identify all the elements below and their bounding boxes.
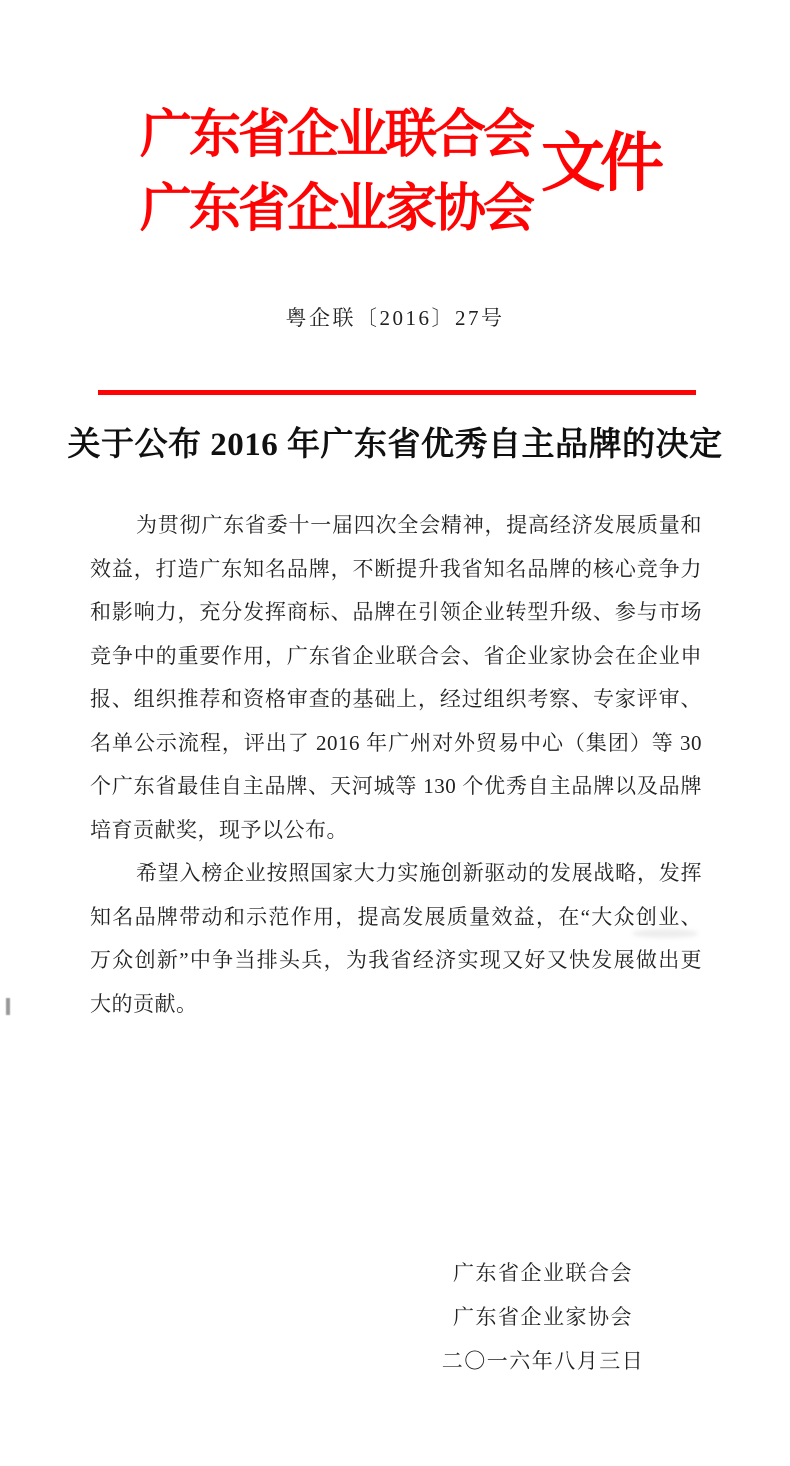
body-text-line: 万众创新”中争当排头兵，为我省经济实现又好又快发展做出更	[90, 948, 702, 972]
letterhead-org-line1: 广东省企业联合会	[140, 107, 533, 164]
body-text-line: 名单公示流程，评出了 2016 年广州对外贸易中心（集团）等 30	[90, 730, 702, 755]
body-text-line: 报、组织推荐和资格审查的基础上，经过组织考察、专家评审、	[90, 687, 702, 711]
body-text-line: 个广东省最佳自主品牌、天河城等 130 个优秀自主品牌以及品牌	[90, 774, 702, 798]
letterhead	[140, 99, 532, 247]
body-text-line: 培育贡献奖，现予以公布。	[90, 817, 348, 842]
body-paragraph-1	[90, 504, 702, 852]
body-text-line: 为贯彻广东省委十一届四次全会精神，提高经济发展质量和	[136, 513, 702, 537]
body-paragraph-2	[90, 852, 702, 1026]
document-number: 粤企联〔2016〕27号	[285, 306, 505, 330]
body-text-line: 希望入榜企业按照国家大力实施创新驱动的发展战略，发挥	[136, 861, 702, 885]
signature-block	[430, 1251, 656, 1383]
body-text-line: 效益，打造广东知名品牌，不断提升我省知名品牌的核心竞争力	[90, 556, 702, 581]
document-body	[90, 504, 702, 1026]
scan-artifact-edge-mark	[6, 998, 10, 1015]
signature-date: 二〇一六年八月三日	[441, 1349, 645, 1373]
signature-org2: 广东省企业家协会	[453, 1305, 633, 1329]
body-text-line: 大的贡献。	[90, 991, 198, 1016]
body-text-line: 竞争中的重要作用，广东省企业联合会、省企业家协会在企业申	[90, 643, 702, 668]
signature-org1: 广东省企业联合会	[453, 1261, 633, 1285]
document-title: 关于公布 2016 年广东省优秀自主品牌的决定	[67, 427, 723, 463]
letterhead-org-line2: 广东省企业家协会	[140, 181, 533, 238]
scan-artifact-smudge	[632, 929, 698, 938]
body-text-line: 和影响力，充分发挥商标、品牌在引领企业转型升级、参与市场	[90, 600, 702, 624]
body-text-line: 知名品牌带动和示范作用，提高发展质量效益，在“大众创业、	[90, 904, 702, 929]
letterhead-doc-mark: 文件	[541, 128, 659, 199]
red-divider-line	[98, 390, 696, 395]
